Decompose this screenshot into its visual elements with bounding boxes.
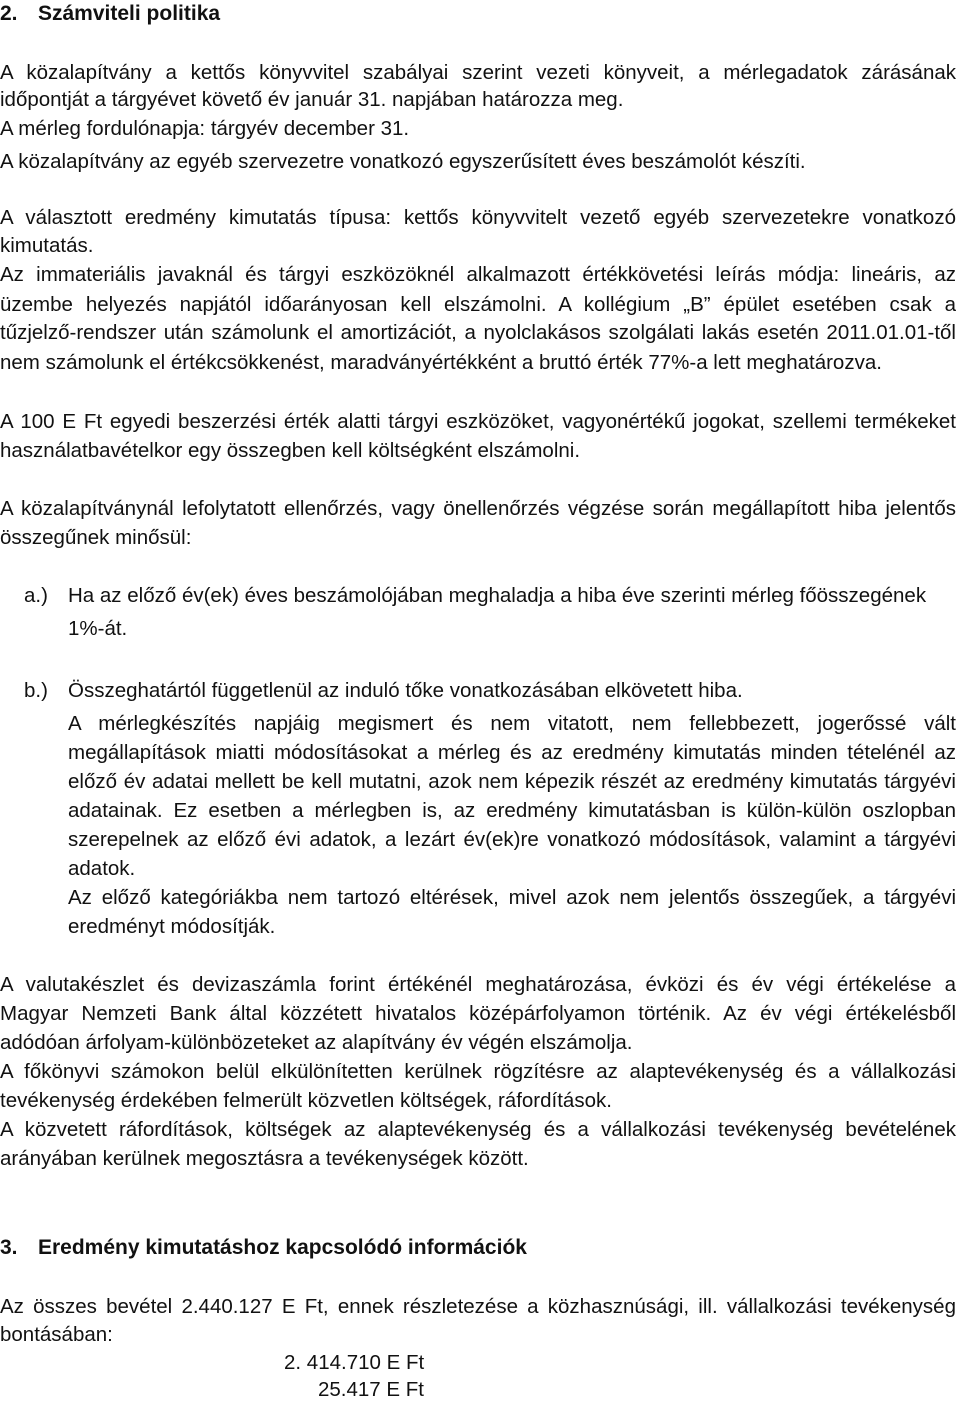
list-item-line: adatainak. Ez esetben a mérlegben is, az eredmény kimutatásban is külön-külön oszlopban xyxy=(68,799,956,822)
paragraph-line: tevékenység érdekében felmerült közvetlen költségek, ráfordítások. xyxy=(0,1089,612,1112)
paragraph-line: időpontját a tárgyévet követő év január 31. napjában határozza meg. xyxy=(0,88,624,111)
paragraph-line: A közalapítványnál lefolytatott ellenőrzés, vagy önellenőrzés végzése során megállapított hiba jelentős xyxy=(0,497,956,520)
paragraph-line: A 100 E Ft egyedi beszerzési érték alatti tárgyi eszközöket, vagyonértékű jogokat, szellemi termékeket xyxy=(0,410,956,433)
paragraph-line: A közalapítvány a kettős könyvvitel szabályai szerint vezeti könyveit, a mérlegadatok zárásának xyxy=(0,61,956,84)
paragraph-line: A közalapítvány az egyéb szervezetre vonatkozó egyszerűsített éves beszámolót készíti. xyxy=(0,150,806,173)
paragraph-line: összegűnek minősül: xyxy=(0,526,192,549)
paragraph-line: A közvetett ráfordítások, költségek az alaptevékenység és a vállalkozási tevékenység bevételének xyxy=(0,1118,956,1141)
list-item-line: 1%-át. xyxy=(68,617,128,640)
amount-second: 25.417 E Ft xyxy=(318,1378,424,1401)
section-title: Számviteli politika xyxy=(38,2,221,25)
paragraph-line: A valutakészlet és devizaszámla forint értékénél meghatározása, évközi és év végi értékelése a xyxy=(0,973,956,996)
list-item-line: előző év adatai mellett be kell mutatni, azok nem képezik részét az eredmény kimutatás tárgyévi xyxy=(68,770,956,793)
paragraph-line: A választott eredmény kimutatás típusa: kettős könyvvitelt vezető egyéb szervezetekre vonatkozó xyxy=(0,206,956,229)
paragraph-line: tűzjelző-rendszer után számolunk el amortizációt, a nyolclakásos szolgálati lakás esetén 2011.01.01-től xyxy=(0,321,956,344)
list-item-line: megállapítások miatti módosításokat a mérleg és az eredmény kimutatás minden tételénél az xyxy=(68,741,956,764)
paragraph-line: üzembe helyezés napjától időarányosan kell elszámolni. A kollégium „B” épület esetében csak a xyxy=(0,293,956,316)
list-item-label-b: b.) xyxy=(24,679,48,702)
section-heading-accounting-policy xyxy=(0,0,220,28)
list-item-line: Az előző kategóriákba nem tartozó eltérések, mivel azok nem jelentős összegűek, a tárgyévi xyxy=(68,886,956,909)
paragraph-line: kimutatás. xyxy=(0,234,94,257)
paragraph-line: nem számolunk el értékcsökkenést, maradványértékként a bruttó érték 77%-a lett meghatározva. xyxy=(0,351,882,374)
section-number: 2. xyxy=(0,2,18,25)
list-item-line: Összeghatártól függetlenül az induló tőke vonatkozásában elkövetett hiba. xyxy=(68,679,743,702)
paragraph-line: használatbavételkor egy összegben kell költségként elszámolni. xyxy=(0,439,581,462)
amount-first: 2. 414.710 E Ft xyxy=(284,1351,425,1374)
list-item-line: eredményt módosítják. xyxy=(68,915,276,938)
paragraph-line: Az összes bevétel 2.440.127 E Ft, ennek részletezése a közhasznúsági, ill. vállalkozási tevékenység xyxy=(0,1295,956,1318)
section-heading-income-statement xyxy=(0,1234,527,1262)
section-title: Eredmény kimutatáshoz kapcsolódó információk xyxy=(38,1236,527,1259)
paragraph-line: arányában kerülnek megosztásra a tevékenységek között. xyxy=(0,1147,529,1170)
list-item-line: adatok. xyxy=(68,857,136,880)
paragraph-line: Az immateriális javaknál és tárgyi eszközöknél alkalmazott értékkövetési leírás módja: lineáris, az xyxy=(0,263,956,286)
paragraph-line: A főkönyvi számokon belül elkülönítetten kerülnek rögzítésre az alaptevékenység és a vállalkozási xyxy=(0,1060,956,1083)
list-item-line: A mérlegkészítés napjáig megismert és nem vitatott, nem fellebbezett, jogerőssé vált xyxy=(68,712,956,735)
list-item-line: szerepelnek az előző évi adatok, a lezárt év(ek)re vonatkozó módosítások, valamint a tárgyévi xyxy=(68,828,956,851)
paragraph-line: Magyar Nemzeti Bank által közzétett hivatalos középárfolyamon történik. Az év végi értékelésből xyxy=(0,1002,956,1025)
list-item-label-a: a.) xyxy=(24,584,48,607)
paragraph-line: A mérleg fordulónapja: tárgyév december 31. xyxy=(0,117,410,140)
paragraph-line: bontásában: xyxy=(0,1323,113,1346)
list-item-line: Ha az előző év(ek) éves beszámolójában meghaladja a hiba éve szerinti mérleg főösszegének xyxy=(68,584,927,607)
section-number: 3. xyxy=(0,1236,18,1259)
paragraph-line: adódóan árfolyam-különbözeteket az alapítvány év végén elszámolja. xyxy=(0,1031,633,1054)
